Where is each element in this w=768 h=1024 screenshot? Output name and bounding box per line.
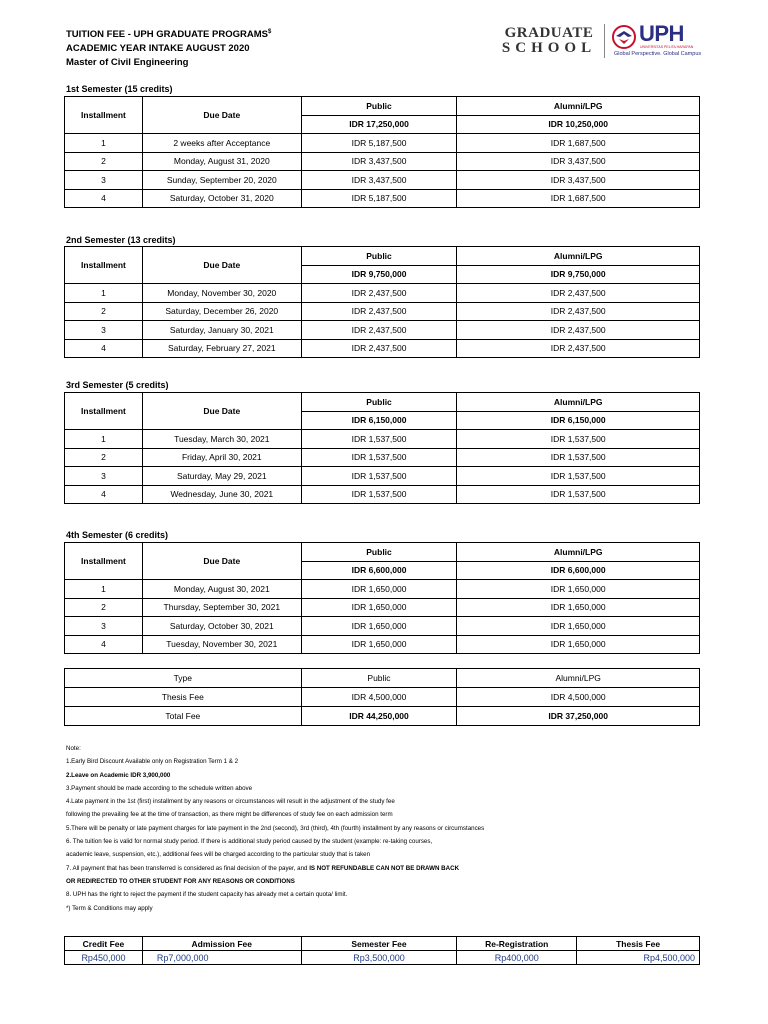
- semester-4-title: 4th Semester (6 credits): [66, 530, 169, 540]
- header-program: Master of Civil Engineering: [66, 57, 189, 69]
- due-date-header: Due Date: [142, 247, 301, 284]
- semester-3-title: 3rd Semester (5 credits): [66, 380, 169, 390]
- note-item: 2.Leave on Academic IDR 3,900,000: [66, 771, 171, 779]
- admission-fee-value: Rp7,000,000: [142, 951, 301, 965]
- re-registration-value: Rp400,000: [457, 951, 577, 965]
- university-name: UNIVERSITAS PELITA HARAPAN: [640, 45, 694, 49]
- alumni-header: Alumni/LPG: [457, 393, 700, 412]
- alumni-total: IDR 6,600,000: [457, 561, 700, 580]
- notes-heading: Note:: [66, 745, 81, 752]
- notes-section: [66, 742, 484, 915]
- graduate-school-wordmark: GRADUATE SCHOOL: [501, 25, 597, 56]
- public-header: Public: [301, 669, 457, 688]
- note-item: 3.Payment should be made according to the schedule written above: [66, 784, 253, 792]
- table-row: 3 Saturday, October 30, 2021 IDR 1,650,000 IDR 1,650,000: [65, 617, 700, 636]
- alumni-header: Alumni/LPG: [457, 247, 700, 266]
- fee-summary-table: [64, 936, 700, 965]
- table-row: 3 Saturday, May 29, 2021 IDR 1,537,500 IDR 1,537,500: [65, 467, 700, 486]
- table-row: 4 Saturday, October 31, 2020 IDR 5,187,500 IDR 1,687,500: [65, 189, 700, 208]
- table-row: Thesis Fee IDR 4,500,000 IDR 4,500,000: [65, 688, 700, 707]
- table-row: 1 Monday, November 30, 2020 IDR 2,437,500 IDR 2,437,500: [65, 284, 700, 303]
- note-item: academic leave, suspension, etc.), additional fees will be charged according to the particular study that is taken: [66, 851, 371, 859]
- public-header: Public: [301, 543, 457, 562]
- due-date-header: Due Date: [142, 393, 301, 430]
- alumni-total: IDR 10,250,000: [457, 115, 700, 134]
- table-row: 2 Saturday, December 26, 2020 IDR 2,437,500 IDR 2,437,500: [65, 302, 700, 321]
- installment-header: Installment: [65, 393, 143, 430]
- alumni-total: IDR 9,750,000: [457, 265, 700, 284]
- semester-3-table: [64, 392, 700, 504]
- public-header: Public: [301, 393, 457, 412]
- alumni-header: Alumni/LPG: [457, 669, 700, 688]
- semester-1-title: 1st Semester (15 credits): [66, 84, 173, 94]
- public-header: Public: [301, 247, 457, 266]
- note-item: 5.There will be penalty or late payment charges for late payment in the 2nd (second), 3rd (third), 4th (fourth) installment by any reasons or circumstances: [66, 824, 485, 832]
- table-row: 2 Monday, August 31, 2020 IDR 3,437,500 IDR 3,437,500: [65, 152, 700, 171]
- table-row: 1 Tuesday, March 30, 2021 IDR 1,537,500 IDR 1,537,500: [65, 430, 700, 449]
- admission-fee-header: Admission Fee: [142, 937, 301, 951]
- table-row: 2 Thursday, September 30, 2021 IDR 1,650,000 IDR 1,650,000: [65, 598, 700, 617]
- public-total: IDR 9,750,000: [301, 265, 457, 284]
- public-total: IDR 6,150,000: [301, 411, 457, 430]
- semester-2-table: [64, 246, 700, 358]
- alumni-header: Alumni/LPG: [457, 97, 700, 116]
- note-item: 1.Early Bird Discount Available only on Registration Term 1 & 2: [66, 758, 239, 766]
- logo-divider: [604, 24, 605, 58]
- note-item: OR REDIRECTED TO OTHER STUDENT FOR ANY REASONS OR CONDITIONS: [66, 877, 295, 885]
- table-row: Total Fee IDR 44,250,000 IDR 37,250,000: [65, 707, 700, 726]
- logo-tagline: Global Perspective. Global Campus: [614, 51, 702, 57]
- document-header: [66, 25, 271, 70]
- credit-fee-value: Rp450,000: [65, 951, 143, 965]
- graduate-school-uph-logo: [500, 22, 705, 62]
- re-registration-header: Re-Registration: [457, 937, 577, 951]
- installment-header: Installment: [65, 247, 143, 284]
- semester-1-table: [64, 96, 700, 208]
- semester-fee-value: Rp3,500,000: [301, 951, 457, 965]
- semester-4-table: [64, 542, 700, 654]
- table-row: 1 2 weeks after Acceptance IDR 5,187,500 IDR 1,687,500: [65, 134, 700, 153]
- due-date-header: Due Date: [142, 543, 301, 580]
- header-title: TUITION FEE - UPH GRADUATE PROGRAMS$: [66, 29, 272, 41]
- table-row: 4 Tuesday, November 30, 2021 IDR 1,650,000 IDR 1,650,000: [65, 635, 700, 654]
- installment-header: Installment: [65, 97, 143, 134]
- note-item: *) Term & Conditions may apply: [66, 904, 153, 912]
- thesis-fee-header: Thesis Fee: [577, 937, 700, 951]
- alumni-header: Alumni/LPG: [457, 543, 700, 562]
- note-item: following the prevailing fee at the time of transaction, as there might be differences of study fee on each admission term: [66, 811, 393, 819]
- thesis-fee-value: Rp4,500,000: [577, 951, 700, 965]
- note-item: 4.Late payment in the 1st (first) installment by any reasons or circumstances will result in the adjustment of the study fee: [66, 798, 395, 806]
- total-fee-table: [64, 668, 700, 726]
- due-date-header: Due Date: [142, 97, 301, 134]
- table-row: 3 Saturday, January 30, 2021 IDR 2,437,500 IDR 2,437,500: [65, 321, 700, 340]
- alumni-total: IDR 6,150,000: [457, 411, 700, 430]
- note-item: 6. The tuition fee is valid for normal study period. If there is additional study period caused by the student (example: re-taking courses,: [66, 838, 433, 846]
- public-total: IDR 6,600,000: [301, 561, 457, 580]
- public-header: Public: [301, 97, 457, 116]
- table-row: 3 Sunday, September 20, 2020 IDR 3,437,500 IDR 3,437,500: [65, 171, 700, 190]
- semester-fee-header: Semester Fee: [301, 937, 457, 951]
- type-header: Type: [65, 669, 302, 688]
- uph-wordmark: UPH: [639, 21, 684, 46]
- credit-fee-header: Credit Fee: [65, 937, 143, 951]
- table-row: 4 Saturday, February 27, 2021 IDR 2,437,500 IDR 2,437,500: [65, 339, 700, 358]
- uph-crest-icon: [611, 24, 637, 52]
- table-row: 1 Monday, August 30, 2021 IDR 1,650,000 IDR 1,650,000: [65, 580, 700, 599]
- semester-2-title: 2nd Semester (13 credits): [66, 235, 176, 245]
- table-row: 2 Friday, April 30, 2021 IDR 1,537,500 IDR 1,537,500: [65, 448, 700, 467]
- note-item: 7. All payment that has been transferred is considered as final decision of the payer, and IS NOT REFUNDABLE CAN NOT BE DRAWN BACK: [66, 864, 460, 872]
- installment-header: Installment: [65, 543, 143, 580]
- header-academic-year: ACADEMIC YEAR INTAKE AUGUST 2020: [66, 43, 250, 55]
- table-row: 4 Wednesday, June 30, 2021 IDR 1,537,500 IDR 1,537,500: [65, 485, 700, 504]
- public-total: IDR 17,250,000: [301, 115, 457, 134]
- note-item: 8. UPH has the right to reject the payment if the student capacity has already met a certain quota/ limit.: [66, 891, 348, 899]
